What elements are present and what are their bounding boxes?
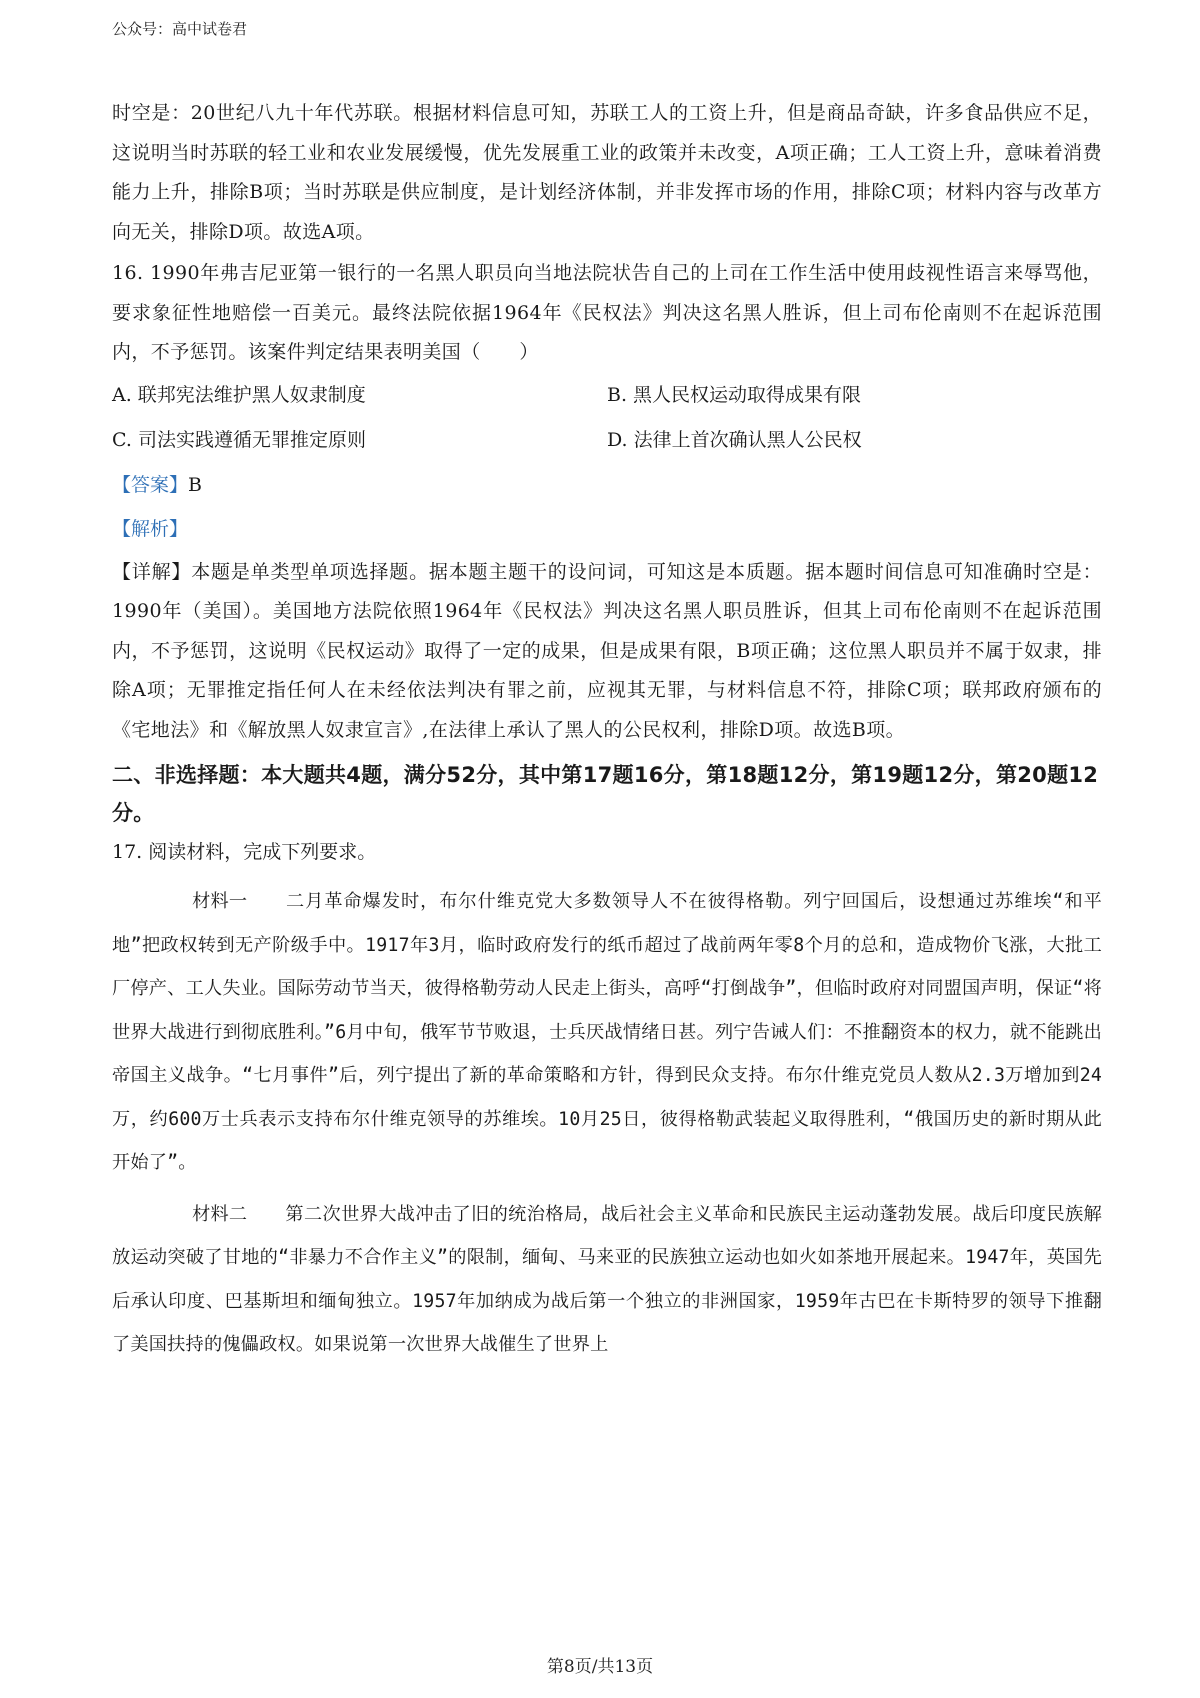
answer-tag: 【答案】 xyxy=(112,473,189,496)
q16-options xyxy=(112,373,1102,463)
material-1-text: 二月革命爆发时，布尔什维克党大多数领导人不在彼得格勒。列宁回国后，设想通过苏维埃“和平地”把政权转到无产阶级手中。1917年3月，临时政府发行的纸币超过了战前两年零8个月的总和，造成物价飞涨，大批工厂停产、工人失业。国际劳动节当天，彼得格勒劳动人民走上街头，高呼“打倒战争”，但临时政府对同盟国声明，保证“将世界大战进行到彻底胜利。”6月中旬，俄军节节败退，士兵厌战情绪日甚。列宁告诫人们：不推翻资本的权力，就不能跳出帝国主义战争。“七月事件”后，列宁提出了新的革命策略和方针，得到民众支持。布尔什维克党员人数从2.3万增加到24万，约600万士兵表示支持布尔什维克领导的苏维埃。10月25日，彼得格勒武装起义取得胜利，“俄国历史的新时期从此开始了”。 xyxy=(112,891,1102,1173)
q16-option-b: B. 黑人民权运动取得成果有限 xyxy=(607,383,862,406)
page-number: 第8页/共13页 xyxy=(546,1657,654,1677)
section-2-title: 二、非选择题：本大题共4题，满分52分，其中第17题16分，第18题12分，第19题12分，第20题12分。 xyxy=(112,763,1099,825)
q16-stem: 16. 1990年弗吉尼亚第一银行的一名黑人职员向当地法院状告自己的上司在工作生活中使用歧视性语言来辱骂他，要求象征性地赔偿一百美元。最终法院依据1964年《民权法》判决这名黑人胜诉，但上司布伦南则不在起诉范围内，不予惩罚。该案件判定结果表明美国（ ） xyxy=(112,262,1102,363)
q16-option-a: A. 联邦宪法维护黑人奴隶制度 xyxy=(112,383,366,406)
q17-stem: 17. 阅读材料，完成下列要求。 xyxy=(112,841,377,863)
q16-option-c: C. 司法实践遵循无罪推定原则 xyxy=(112,428,366,451)
q16-answer xyxy=(112,463,1102,507)
q16-detail: 【详解】本题是单类型单项选择题。据本题主题干的设问词，可知这是本质题。据本题时间信息可知准确时空是：1990年（美国）。美国地方法院依照1964年《民权法》判决这名黑人职员胜诉，但其上司布伦南则不在起诉范围内，不予惩罚，这说明《民权运动》取得了一定的成果，但是成果有限，B项正确；这位黑人职员并不属于奴隶，排除A项；无罪推定指任何人在未经依法判决有罪之前，应视其无罪，与材料信息不符，排除C项；联邦政府颁布的《宅地法》和《解放黑人奴隶宣言》,在法律上承认了黑人的公民权利，排除D项。故选B项。 xyxy=(112,560,1102,741)
page-content xyxy=(112,94,1102,1367)
page-header-source: 公众号：高中试卷君 xyxy=(112,20,248,38)
q16-option-d: D. 法律上首次确认黑人公民权 xyxy=(607,428,862,451)
q17-material-1 xyxy=(112,880,1102,1185)
analysis-tag: 【解析】 xyxy=(112,517,189,540)
q17-material-2 xyxy=(112,1193,1102,1367)
material-1-label: 材料一 xyxy=(192,891,248,912)
material-2-text: 第二次世界大战冲击了旧的统治格局，战后社会主义革命和民族民主运动蓬勃发展。战后印度民族解放运动突破了甘地的“非暴力不合作主义”的限制，缅甸、马来亚的民族独立运动也如火如茶地开展起来。1947年，英国先后承认印度、巴基斯坦和缅甸独立。1957年加纳成为战后第一个独立的非洲国家，1959年古巴在卡斯特罗的领导下推翻了美国扶持的傀儡政权。如果说第一次世界大战催生了世界上 xyxy=(112,1203,1102,1355)
material-2-label: 材料二 xyxy=(192,1203,248,1225)
q16-analysis-heading xyxy=(112,507,1102,551)
q15-analysis-continuation: 时空是：20世纪八九十年代苏联。根据材料信息可知，苏联工人的工资上升，但是商品奇缺，许多食品供应不足，这说明当时苏联的轻工业和农业发展缓慢，优先发展重工业的政策并未改变，A项正确；工人工资上升，意味着消费能力上升，排除B项；当时苏联是供应制度，是计划经济体制，并非发挥市场的作用，排除C项；材料内容与改革方向无关，排除D项。故选A项。 xyxy=(112,102,1102,243)
answer-value: B xyxy=(188,473,202,496)
